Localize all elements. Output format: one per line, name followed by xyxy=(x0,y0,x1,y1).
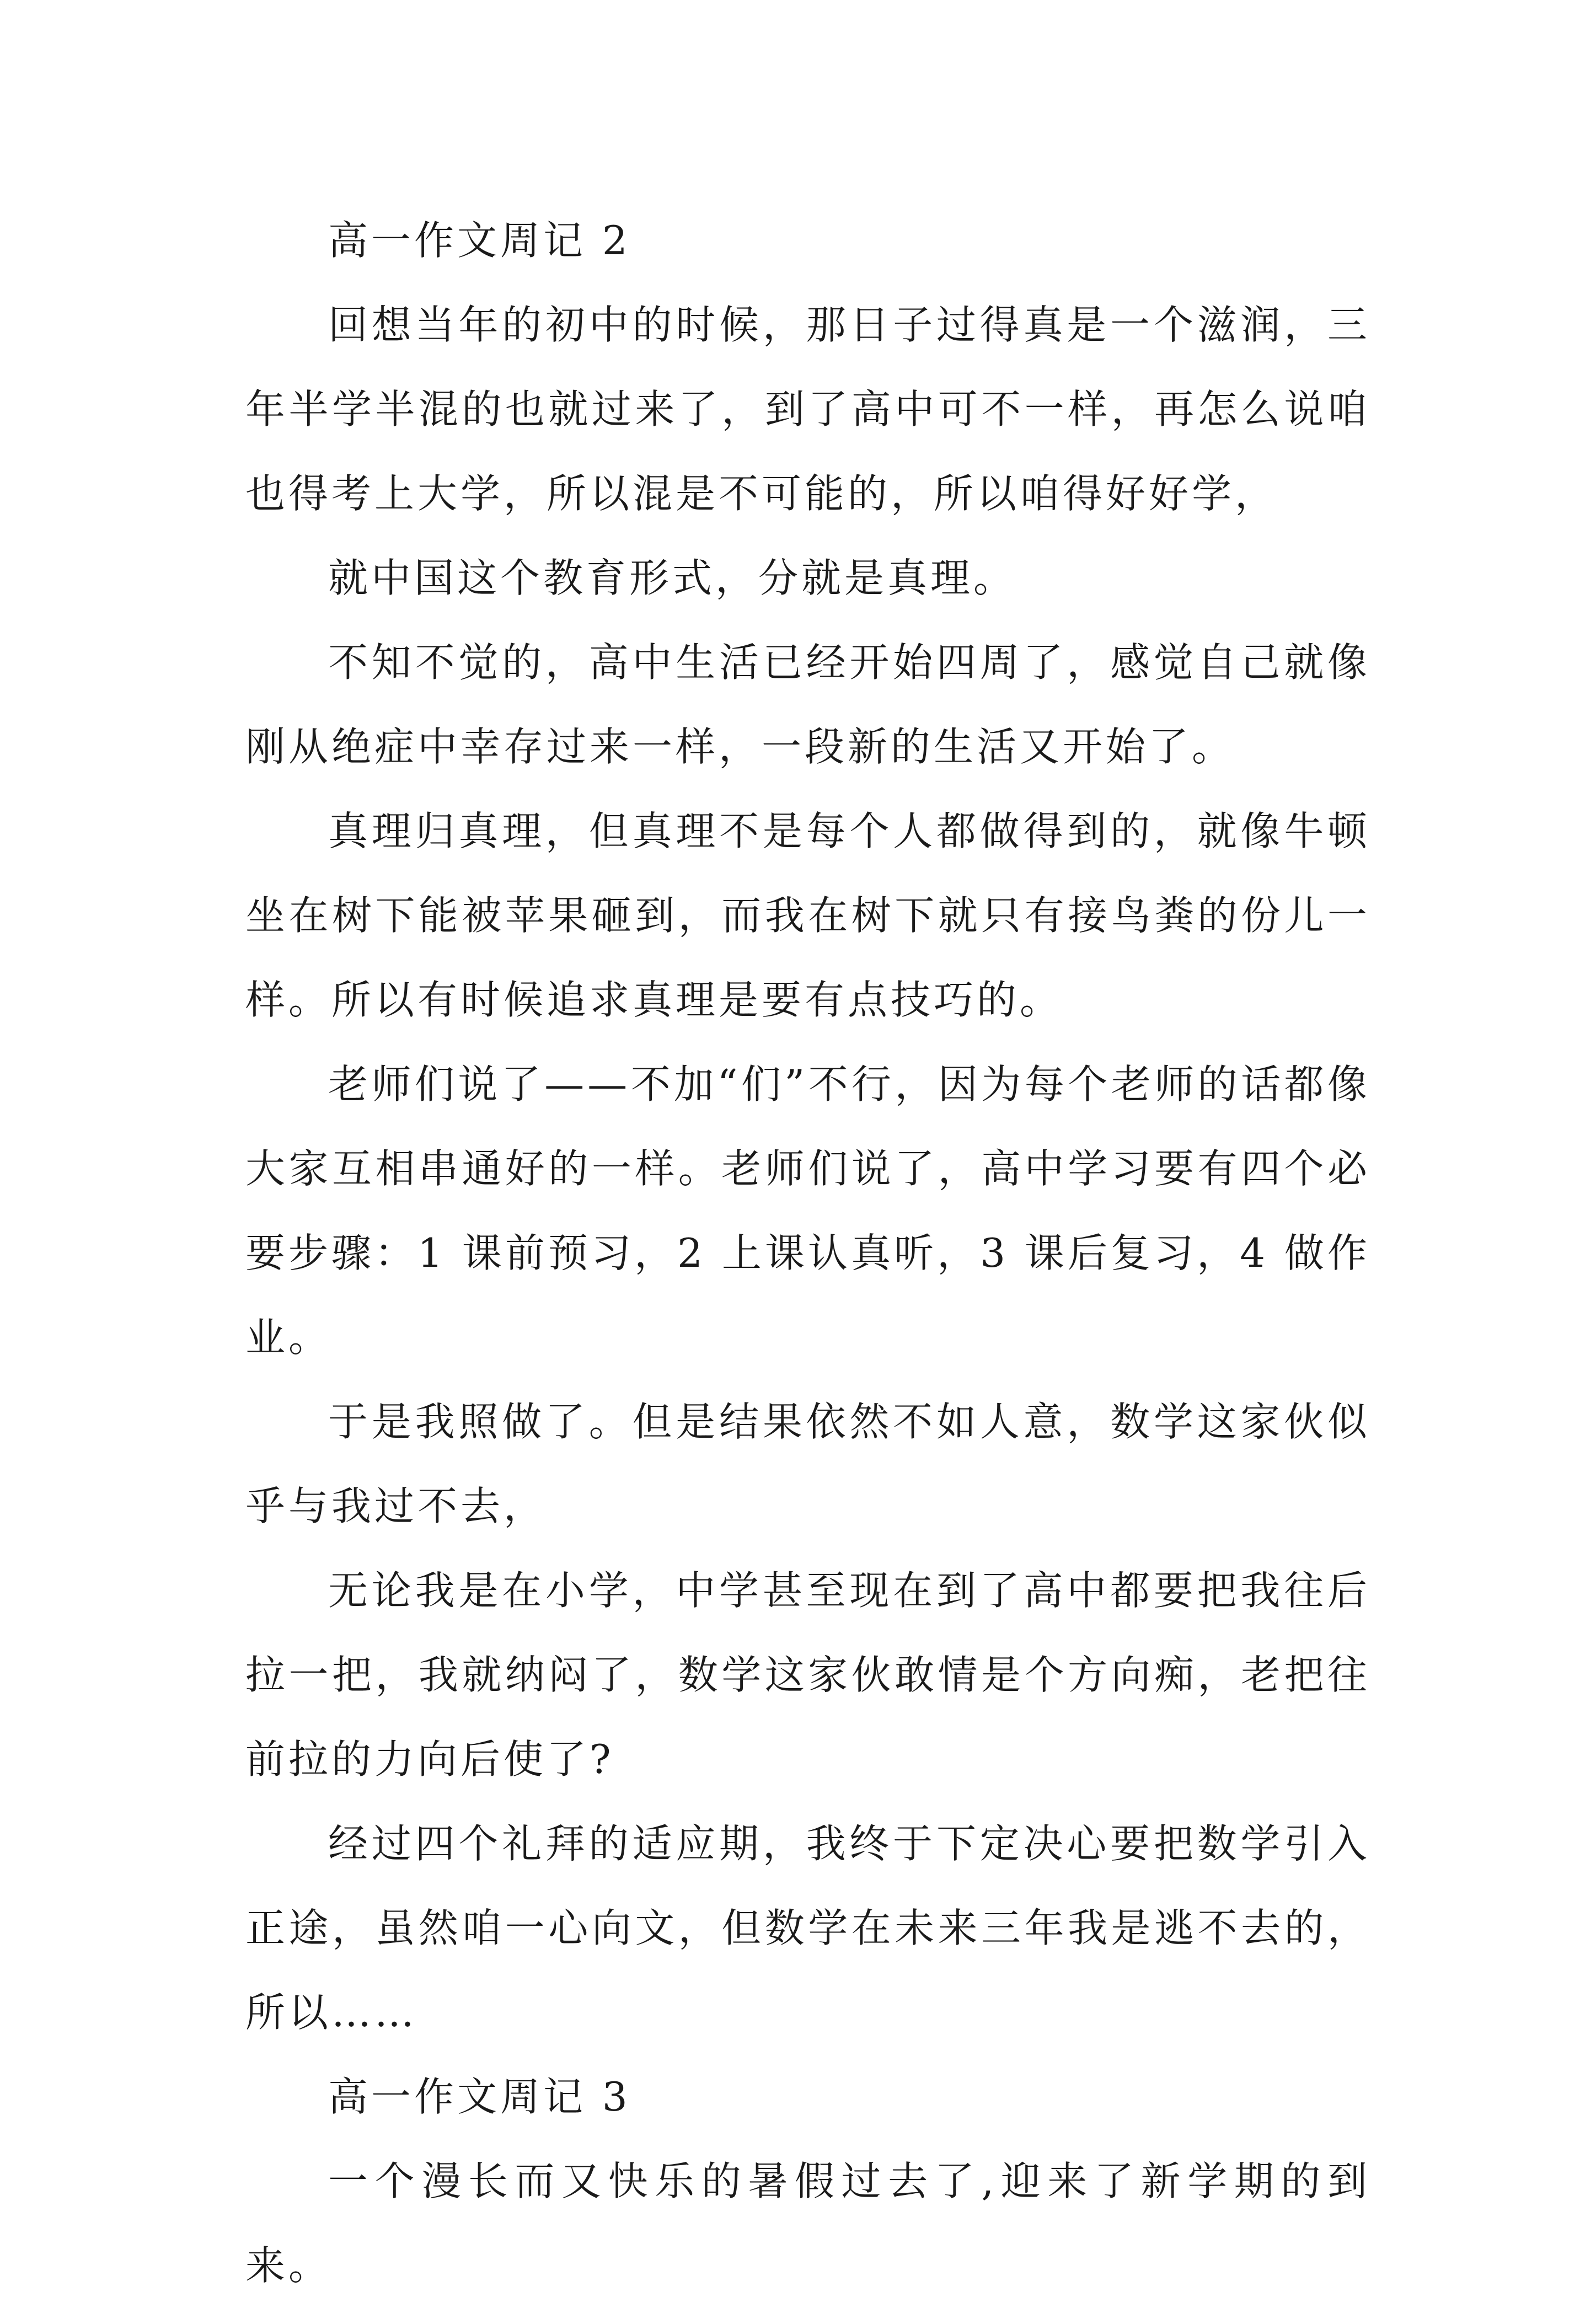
essay-title: 高一作文周记 3 xyxy=(328,2074,631,2120)
document-body xyxy=(245,199,1370,2308)
essay-title: 高一作文周记 2 xyxy=(328,217,631,264)
paragraph: 回想当年的初中的时候，那日子过得真是一个滋润，三年半学半混的也就过来了，到了高中可不一样，再怎么说咱也得考上大学，所以混是不可能的，所以咱得好好学， xyxy=(245,302,1370,517)
paragraph: 真理归真理，但真理不是每个人都做得到的，就像牛顿坐在树下能被苹果砸到，而我在树下就只有接鸟粪的份儿一样。所以有时候追求真理是要有点技巧的。 xyxy=(245,808,1370,1023)
paragraph: 无论我是在小学，中学甚至现在到了高中都要把我往后拉一把，我就纳闷了，数学这家伙敢情是个方向痴，老把往前拉的力向后使了? xyxy=(245,1567,1370,1782)
paragraph: 不知不觉的，高中生活已经开始四周了，感觉自己就像刚从绝症中幸存过来一样，一段新的生活又开始了。 xyxy=(245,639,1370,770)
paragraph: 一个漫长而又快乐的暑假过去了,迎来了新学期的到来。 xyxy=(245,2158,1370,2289)
paragraph: 于是我照做了。但是结果依然不如人意，数学这家伙似乎与我过不去， xyxy=(245,1399,1370,1529)
paragraph: 老师们说了——不加“们”不行，因为每个老师的话都像大家互相串通好的一样。老师们说了，高中学习要有四个必要步骤：1 课前预习，2 上课认真听，3 课后复习，4 做作业。 xyxy=(245,1061,1370,1361)
paragraph: 经过四个礼拜的适应期，我终于下定决心要把数学引入正途，虽然咱一心向文，但数学在未来三年我是逃不去的，所以…… xyxy=(245,1820,1370,2036)
paragraph: 就中国这个教育形式，分就是真理。 xyxy=(328,555,1017,601)
